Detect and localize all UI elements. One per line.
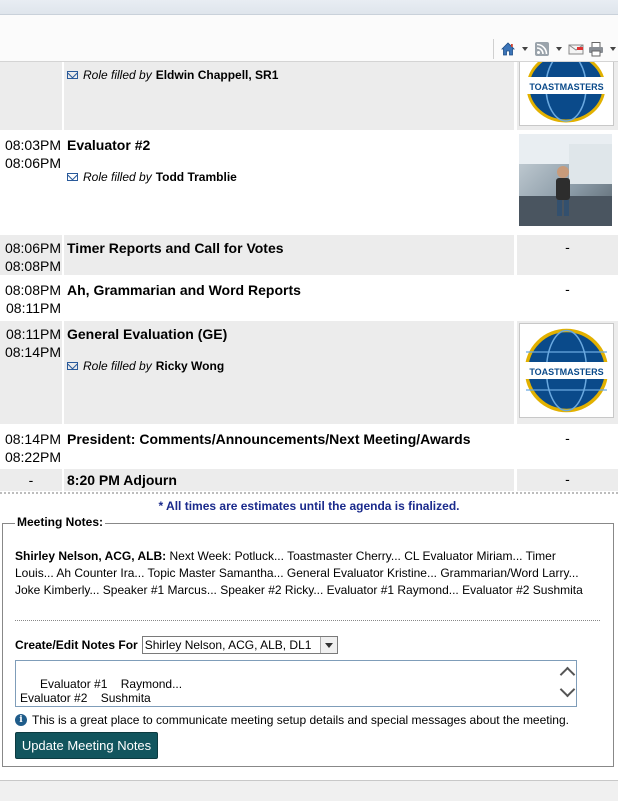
agenda-image-cell	[517, 426, 618, 468]
time-start: 08:06PM	[4, 240, 61, 256]
agenda-item	[64, 235, 514, 275]
agenda-content	[0, 62, 618, 800]
update-meeting-notes-button[interactable]: Update Meeting Notes	[15, 732, 158, 759]
role-line	[67, 359, 514, 373]
agenda-row	[0, 132, 618, 232]
time-end: 08:08PM	[4, 258, 61, 274]
member-photo	[519, 134, 612, 226]
notes-divider	[15, 620, 600, 621]
email-icon[interactable]	[67, 71, 78, 79]
role-holder[interactable]: Todd Tramblie	[155, 170, 237, 184]
agenda-time	[0, 469, 62, 491]
role-holder[interactable]: Ricky Wong	[155, 359, 225, 373]
notes-author-select[interactable]	[142, 636, 338, 654]
time-start: 08:03PM	[4, 137, 61, 153]
agenda-time	[0, 426, 62, 468]
rss-feed-icon[interactable]	[534, 41, 550, 57]
meeting-notes-panel	[2, 515, 614, 767]
agenda-row	[0, 62, 618, 130]
role-line	[67, 68, 514, 82]
edit-notes-label: Create/Edit Notes For	[15, 638, 138, 652]
toastmasters-globe-icon	[520, 62, 613, 125]
browser-status-bar	[0, 780, 618, 801]
agenda-time	[0, 277, 62, 319]
role-line	[67, 170, 514, 184]
notes-author-selected: Shirley Nelson, ACG, ALB, DL1	[144, 638, 312, 652]
agenda-item-title: Timer Reports and Call for Votes	[67, 240, 284, 256]
print-icon[interactable]	[588, 41, 604, 57]
time-start: 08:14PM	[4, 431, 61, 447]
edit-notes-row	[15, 636, 338, 654]
role-holder[interactable]: Eldwin Chappell, SR1	[155, 68, 279, 82]
email-icon[interactable]	[67, 362, 78, 370]
agenda-image-cell	[517, 62, 618, 130]
toastmasters-logo	[519, 62, 614, 126]
agenda-time	[0, 62, 62, 130]
no-image-dash: -	[565, 471, 570, 487]
textarea-scrollbar[interactable]	[559, 661, 576, 706]
agenda-row	[0, 235, 618, 275]
info-icon: i	[15, 714, 27, 726]
agenda-row	[0, 469, 618, 491]
role-prefix: Role filled by	[83, 68, 152, 82]
logo-text: TOASTMASTERS	[529, 82, 604, 92]
agenda-image-cell	[517, 235, 618, 275]
meeting-notes-text	[15, 548, 595, 599]
notes-author: Shirley Nelson, ACG, ALB:	[15, 549, 167, 563]
time-end: 08:14PM	[4, 344, 61, 360]
agenda-time	[0, 235, 62, 275]
toastmasters-logo	[519, 323, 614, 418]
rss-dropdown-icon[interactable]	[556, 47, 562, 51]
no-image-dash: -	[565, 239, 570, 255]
agenda-item-title: 8:20 PM Adjourn	[67, 472, 177, 488]
role-prefix: Role filled by	[83, 359, 152, 373]
time-end: 08:11PM	[6, 300, 61, 316]
agenda-item	[64, 62, 514, 130]
time-end: 08:06PM	[4, 155, 61, 171]
agenda-item	[64, 132, 514, 232]
no-image-dash: -	[565, 430, 570, 446]
agenda-item	[64, 321, 514, 424]
agenda-item-title: General Evaluation (GE)	[67, 326, 228, 342]
home-icon[interactable]	[500, 41, 516, 57]
time-start: 08:08PM	[4, 282, 61, 298]
time-start: -	[28, 472, 34, 488]
browser-top-strip	[0, 0, 618, 15]
time-end: 08:22PM	[4, 449, 61, 465]
agenda-item	[64, 277, 514, 319]
chevron-down-icon[interactable]	[320, 637, 337, 653]
agenda-item	[64, 469, 514, 491]
agenda-image-cell	[517, 277, 618, 319]
print-dropdown-icon[interactable]	[610, 47, 616, 51]
textarea-value: Evaluator #1 Raymond... Evaluator #2 Sushmita	[20, 677, 183, 705]
time-start: 08:11PM	[6, 326, 61, 342]
toastmasters-globe-icon	[520, 324, 613, 417]
agenda-row	[0, 426, 618, 468]
role-prefix: Role filled by	[83, 170, 152, 184]
agenda-item-title: Evaluator #2	[67, 137, 151, 153]
agenda-item-title: President: Comments/Announcements/Next Meeting/Awards	[67, 431, 471, 447]
agenda-image-cell	[517, 321, 618, 424]
scroll-up-icon[interactable]	[560, 667, 576, 683]
agenda-divider	[0, 492, 618, 494]
notes-body: Next Week: Potluck... Toastmaster Cherry... CL Evaluator Miriam... Timer Louis... Ah Counter Ira... Topic Master Samantha... General Evaluator Kristine... Grammarian/Word Larry... Joke Kimberly... Speaker #1 Marcus... Speaker #2 Ricky... Evaluator #1 Raymond... Evaluator #2 Sushmita	[15, 549, 583, 597]
no-image-dash: -	[565, 281, 570, 297]
agenda-row	[0, 277, 618, 319]
read-mail-icon[interactable]	[568, 41, 584, 57]
estimate-note: * All times are estimates until the agenda is finalized.	[158, 499, 460, 513]
agenda-image-cell	[517, 132, 618, 232]
notes-info-text: This is a great place to communicate meeting setup details and special messages about the meeting.	[32, 713, 569, 727]
agenda-item-title: Ah, Grammarian and Word Reports	[67, 282, 301, 298]
agenda-row	[0, 321, 618, 424]
speaker-photo-icon	[519, 134, 612, 226]
meeting-notes-legend: Meeting Notes:	[17, 515, 104, 529]
command-bar-icons	[493, 39, 618, 59]
email-icon[interactable]	[67, 173, 78, 181]
notes-info	[15, 713, 569, 727]
logo-text: TOASTMASTERS	[529, 367, 604, 377]
agenda-time	[0, 132, 62, 232]
agenda-item	[64, 426, 514, 468]
browser-command-bar	[0, 15, 618, 62]
agenda-time	[0, 321, 62, 424]
agenda-image-cell	[517, 469, 618, 491]
home-dropdown-icon[interactable]	[522, 47, 528, 51]
meeting-notes-textarea[interactable]	[15, 660, 577, 707]
scroll-down-icon[interactable]	[560, 682, 576, 698]
